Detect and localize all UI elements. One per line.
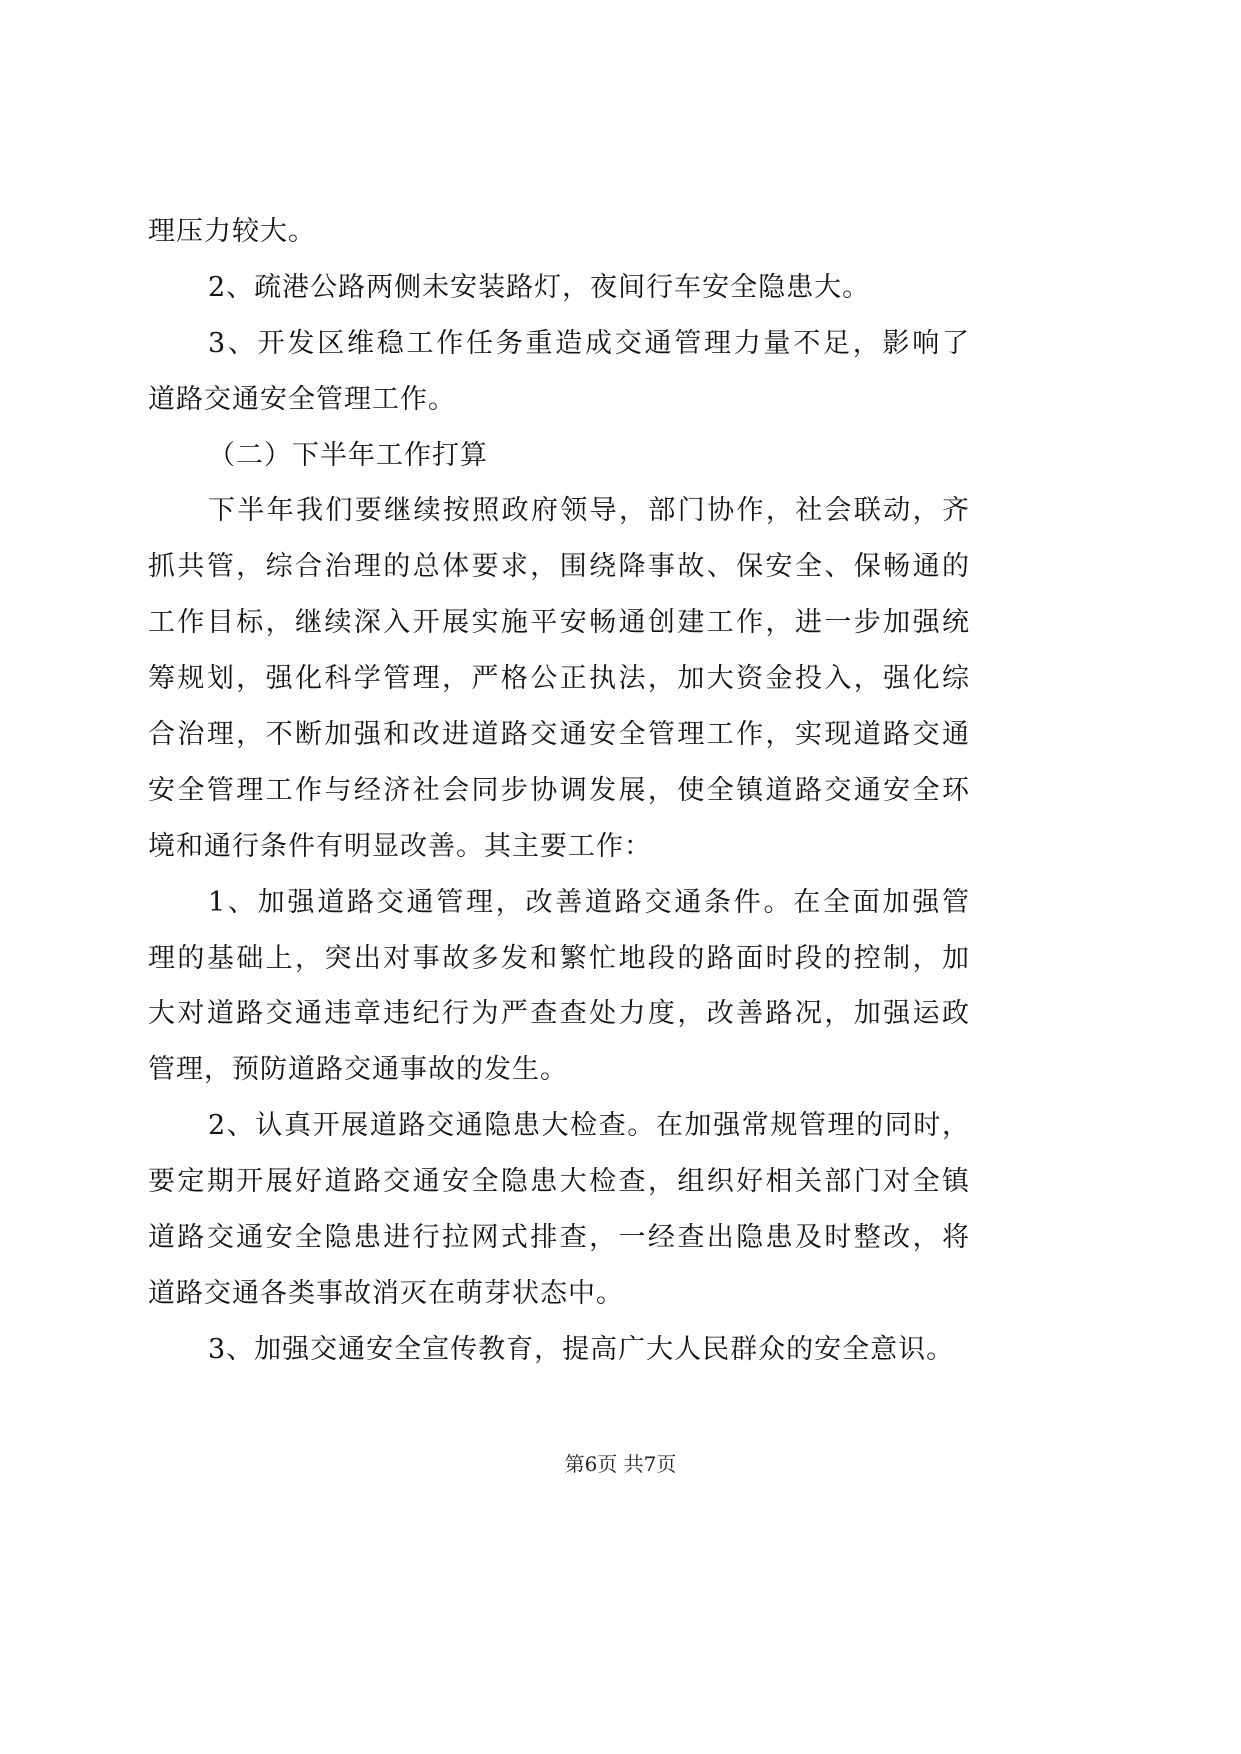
- text-line: 1、加强道路交通管理，改善道路交通条件。在全面加强管: [208, 886, 970, 918]
- paragraph: [148, 316, 970, 428]
- text-line: 合治理，不断加强和改进道路交通安全管理工作，实现道路交通: [148, 719, 970, 751]
- paragraph: [148, 204, 970, 260]
- text-line: 3、开发区维稳工作任务重造成交通管理力量不足，影响了: [208, 327, 970, 359]
- text-line: 境和通行条件有明显改善。其主要工作：: [148, 830, 652, 862]
- paragraph: [148, 875, 970, 1099]
- text-line: 筹规划，强化科学管理，严格公正执法，加大资金投入，强化综: [148, 663, 970, 695]
- text-line: 理压力较大。: [148, 216, 316, 247]
- text-line: 3、加强交通安全宣传教育，提高广大人民群众的安全意识。: [208, 1333, 955, 1365]
- text-line: 大对道路交通违章违纪行为严查查处力度，改善路况，加强运政: [148, 998, 970, 1030]
- paragraph: [148, 483, 970, 874]
- page-footer: 第6页 共7页: [564, 1452, 677, 1476]
- text-line: 抓共管，综合治理的总体要求，围绕降事故、保安全、保畅通的: [148, 551, 970, 583]
- text-line: 要定期开展好道路交通安全隐患大检查，组织好相关部门对全镇: [148, 1166, 970, 1198]
- text-line: 安全管理工作与经济社会同步协调发展，使全镇道路交通安全环: [148, 774, 970, 806]
- text-line: 道路交通安全隐患进行拉网式排查，一经查出隐患及时整改，将: [148, 1222, 970, 1254]
- paragraph: [148, 1098, 970, 1322]
- text-line: 2、认真开展道路交通隐患大检查。在加强常规管理的同时，: [208, 1110, 970, 1142]
- paragraph: [148, 260, 970, 316]
- text-line: （二）下半年工作打算: [208, 439, 488, 471]
- text-line: 2、疏港公路两侧未安装路灯，夜间行车安全隐患大。: [208, 271, 871, 303]
- paragraph: [148, 1322, 970, 1378]
- paragraph: [148, 428, 970, 484]
- text-line: 工作目标，继续深入开展实施平安畅通创建工作，进一步加强统: [148, 607, 970, 639]
- text-line: 道路交通各类事故消灭在萌芽状态中。: [148, 1277, 624, 1309]
- text-line: 理的基础上，突出对事故多发和繁忙地段的路面时段的控制，加: [148, 942, 970, 974]
- text-line: 道路交通安全管理工作。: [148, 383, 456, 415]
- text-line: 下半年我们要继续按照政府领导，部门协作，社会联动，齐: [208, 495, 970, 527]
- text-line: 管理，预防道路交通事故的发生。: [148, 1054, 568, 1086]
- document-body: [148, 204, 970, 1378]
